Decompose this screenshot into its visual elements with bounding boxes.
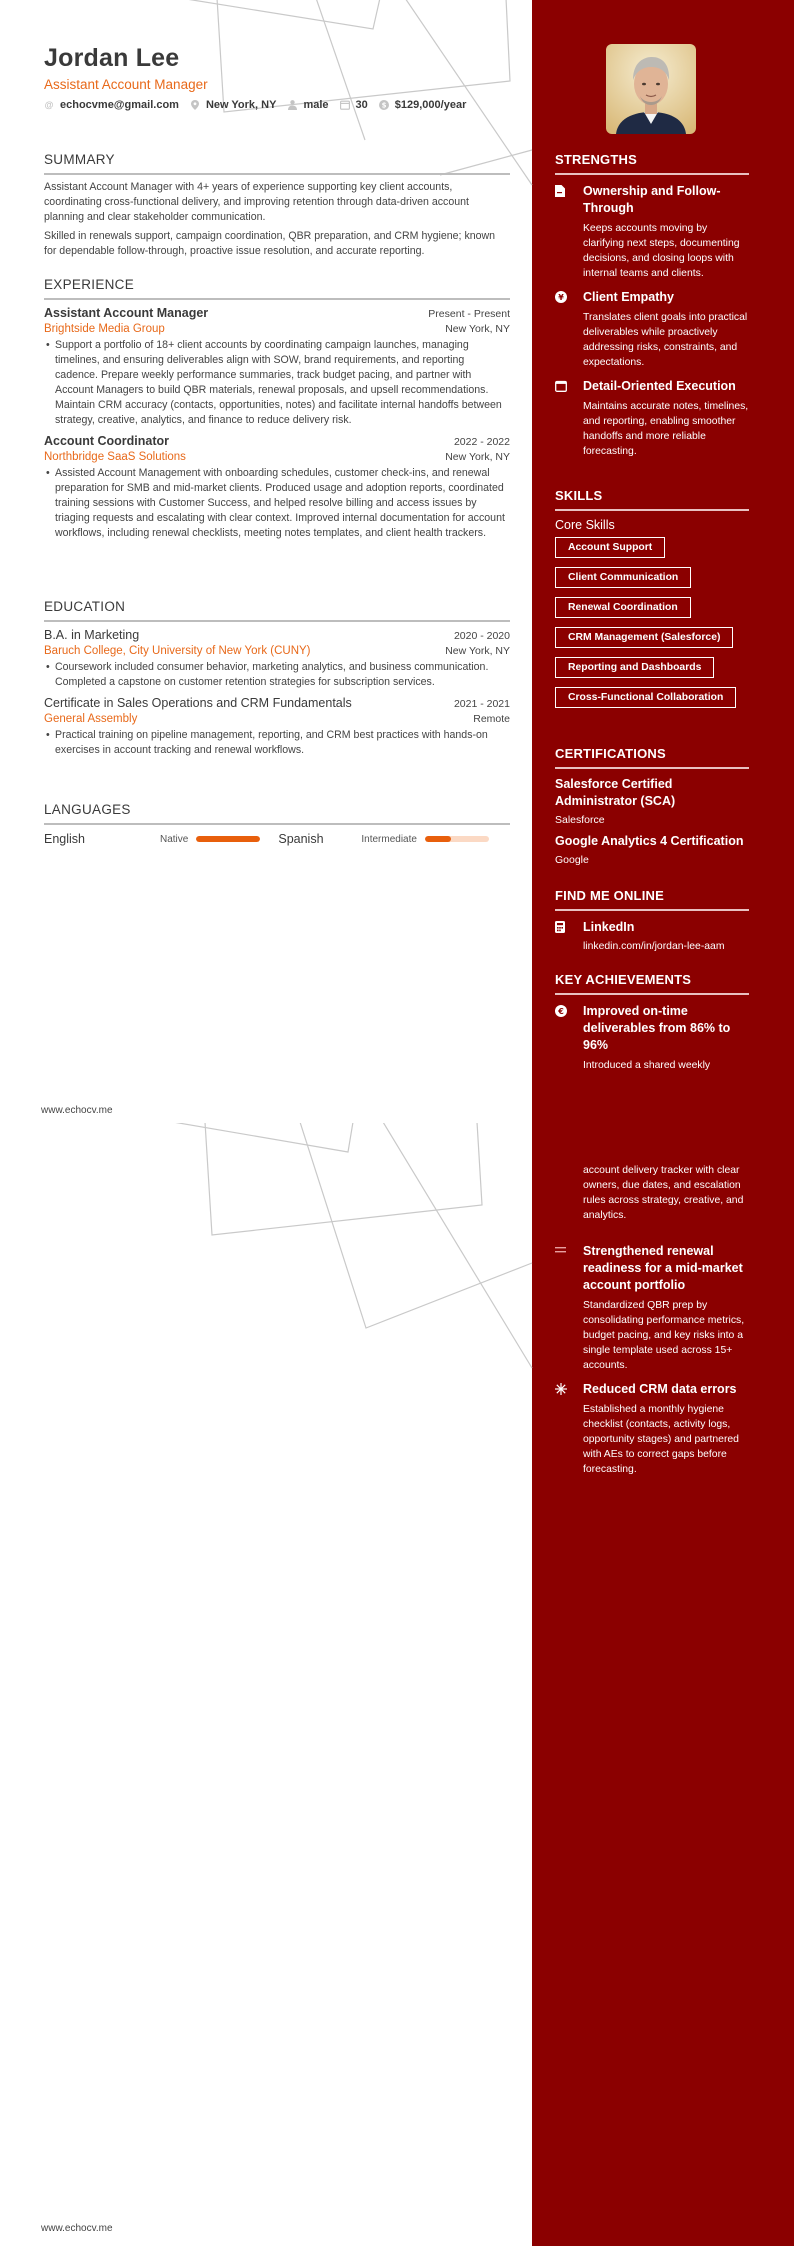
achievement-item: Reduced CRM data errors Established a monthly hygiene checklist (contacts, activity logs, opportunity stages) and partnered with AEs to correct gaps before forecasting. [555,1381,749,1477]
education-location: New York, NY [445,645,510,657]
at-icon: @ [44,100,54,110]
job-title: Assistant Account Manager [44,306,209,320]
school-name: General Assembly [44,713,138,725]
location-pin-icon [190,100,200,110]
section-title: CERTIFICATIONS [555,746,749,769]
company-name: Brightside Media Group [44,323,165,335]
summary-paragraph: Skilled in renewals support, campaign coordination, QBR preparation, and CRM hygiene; known for dependable follow-through, proactive issue resolution, and accurate reporting. [44,230,496,257]
education-section [44,599,510,758]
contact-location: New York, NY [190,99,277,111]
skill-chip: CRM Management (Salesforce) [555,627,733,648]
section-title: LANGUAGES [44,802,510,825]
education-date: 2021 - 2021 [453,698,510,710]
contact-age: 30 [340,99,368,111]
job-location: New York, NY [445,451,510,463]
contact-email[interactable]: @ echocvme@gmail.com [44,99,179,111]
strength-item: ¥ Client Empathy Translates client goals into practical deliverables while proactively addressing risks, constraints, and expectations. [555,289,749,370]
footer-url[interactable]: www.echocv.me [41,2223,113,2234]
svg-text:¥: ¥ [558,293,564,302]
language-level: Native [160,833,189,845]
key-achievements-section [555,972,749,1073]
calendar-icon [555,378,583,459]
certifications-section [555,746,749,866]
skill-chip: Account Support [555,537,665,558]
document-icon [555,183,583,281]
certification-name: Google Analytics 4 Certification [555,834,744,848]
language-level: Intermediate [361,833,417,845]
skill-chip: Reporting and Dashboards [555,657,714,678]
contact-salary: $ $129,000/year [379,99,467,111]
key-achievements-section-continued [555,1243,749,1477]
language-level-bar [425,836,489,842]
degree-title: Certificate in Sales Operations and CRM Fundamentals [44,696,352,710]
candidate-role: Assistant Account Manager [44,77,208,92]
online-profile-label: LinkedIn [583,920,635,934]
certification-issuer: Salesforce [555,814,605,826]
languages-list [44,832,510,846]
section-title: SUMMARY [44,152,510,175]
strength-item: Detail-Oriented Execution Maintains accurate notes, timelines, and reporting, enabling smoother handoffs and more reliable forecasting. [555,378,749,459]
svg-text:$: $ [381,101,387,110]
education-item [44,628,510,690]
sparkle-icon [555,1381,583,1477]
section-title: EDUCATION [44,599,510,622]
certification-name: Salesforce Certified Administrator (SCA) [555,777,676,808]
equals-icon [555,1243,583,1373]
section-title: SKILLS [555,488,749,511]
contact-gender: male [287,99,328,111]
achievement-item: Strengthened renewal readiness for a mid-market account portfolio Standardized QBR prep by consolidating performance metrics, budget pacing, and key risks into a single template used across 15+ accounts. [555,1243,749,1373]
job-date: 2022 - 2022 [453,436,510,448]
skills-section [555,488,749,708]
online-profile-item[interactable] [555,919,749,954]
job-bullet: • Support a portfolio of 18+ client accounts by coordinating campaign launches, managing timelines, and ensuring deliverables align with SOW, brand requirements, and reporting cadence. Prepare weekly performance summaries, track budget pacing, and partner with Account Managers to build QBR materials, renewal proposals, and upsell recommendations. Maintain CRM accuracy (contacts, opportunities, notes) and facilitate internal handoffs between strategy, creative, analytics, and finance to reduce delivery risk. [46,339,502,426]
resume-page-2 [0,1123,794,2246]
language-name: Spanish [278,832,324,846]
section-title: FIND ME ONLINE [555,888,749,911]
euro-coin-icon [555,1003,583,1073]
header [44,44,510,111]
school-name: Baruch College, City University of New York (CUNY) [44,645,311,657]
section-title: KEY ACHIEVEMENTS [555,972,749,995]
profile-photo [606,44,696,134]
strengths-section [555,152,749,459]
certification-item [555,776,749,826]
calendar-icon [340,100,350,110]
candidate-name: Jordan Lee [44,44,180,72]
education-bullet: • Practical training on pipeline management, reporting, and CRM best practices with hands-on exercises in account tracking and renewal workflows. [46,729,488,756]
job-location: New York, NY [445,323,510,335]
summary-section [44,152,510,259]
skills-group-label: Core Skills [555,518,615,532]
language-level-bar [196,836,260,842]
language-name: English [44,832,85,846]
dollar-icon [379,100,389,110]
achievement-continued: account delivery tracker with clear owners, due dates, and escalation rules across strategy, creative, and analytics. [583,1165,744,1221]
company-name: Northbridge SaaS Solutions [44,451,186,463]
calculator-icon [555,919,583,954]
person-icon [287,100,297,110]
experience-section [44,277,510,541]
achievement-item: € Improved on-time deliverables from 86% to 96% Introduced a shared weekly [555,1003,749,1073]
job-bullet: • Assisted Account Management with onboarding schedules, customer check-ins, and renewal preparation for SMB and mid-market clients. Produced usage and adoption reports, coordinated training sessions with Customer Success, and helped resolve billing and access issues by triaging requests and escalating with clear context. Improved internal documentation for account workflows, including renewal checklists, meeting notes templates, and client health trackers. [46,467,505,539]
education-item [44,696,510,758]
skill-chip: Renewal Coordination [555,597,691,618]
languages-section [44,802,510,846]
job-date: Present - Present [428,308,510,320]
skill-chip: Cross-Functional Collaboration [555,687,736,708]
certification-issuer: Google [555,854,589,866]
skill-chip: Client Communication [555,567,691,588]
education-bullet: • Coursework included consumer behavior, marketing analytics, and business communication. Completed a capstone on customer retention strategies for subscription services. [46,661,489,688]
svg-text:€: € [558,1007,564,1016]
summary-paragraph: Assistant Account Manager with 4+ years of experience supporting key client accounts, coordinating cross-functional delivery, and improving retention through data-driven account planning and clear stakeholder communication. [44,181,469,223]
experience-item [44,306,510,428]
footer-url[interactable]: www.echocv.me [41,1105,113,1116]
degree-title: B.A. in Marketing [44,628,140,642]
education-date: 2020 - 2020 [453,630,510,642]
experience-item [44,434,510,541]
section-title: EXPERIENCE [44,277,510,300]
online-profile-url[interactable]: linkedin.com/in/jordan-lee-aam [583,941,725,952]
section-title: STRENGTHS [555,152,749,175]
job-title: Account Coordinator [44,434,169,448]
find-me-online-section [555,888,749,954]
contact-bar [44,99,510,111]
strength-item: Ownership and Follow-Through Keeps accounts moving by clarifying next steps, documenting decisions, and closing loops with internal teams and clients. [555,183,749,281]
education-location: Remote [473,713,510,725]
skills-list [555,532,749,708]
certification-item [555,833,749,866]
yen-coin-icon [555,289,583,370]
